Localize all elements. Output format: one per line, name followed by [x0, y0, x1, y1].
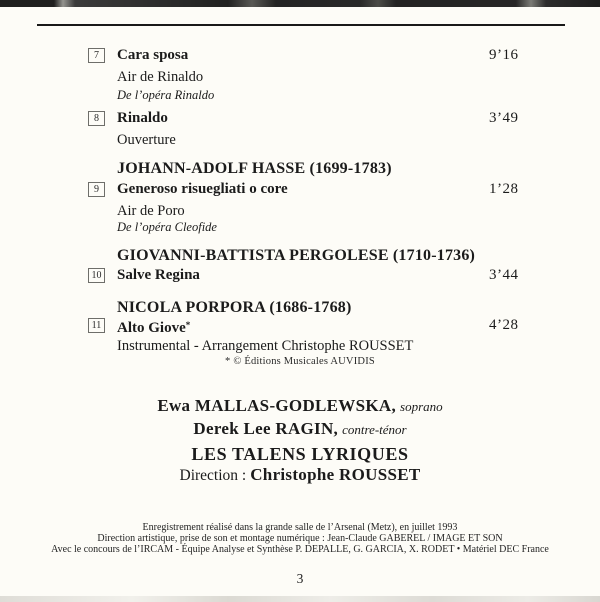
track-subtitle: Air de Rinaldo	[117, 69, 204, 85]
director-name: Christophe ROUSSET	[250, 465, 421, 484]
performer-line	[0, 396, 600, 416]
track-title: Rinaldo	[117, 110, 168, 126]
track-title: Salve Regina	[117, 267, 200, 283]
track-duration: 3’44	[489, 267, 519, 283]
ensemble-name	[0, 444, 600, 465]
performer-name: Ewa MALLAS-GODLEWSKA,	[157, 396, 397, 415]
track-subtitle: Air de Poro	[117, 203, 185, 219]
composer-heading: NICOLA PORPORA (1686-1768)	[117, 299, 352, 316]
direction-line	[0, 465, 600, 485]
track-title	[117, 317, 190, 337]
track-duration: 1’28	[489, 181, 519, 197]
track-number-badge: 11	[88, 318, 105, 333]
composer-heading: GIOVANNI-BATTISTA PERGOLESE (1710-1736)	[117, 247, 476, 264]
composer-heading: JOHANN-ADOLF HASSE (1699-1783)	[117, 160, 392, 177]
track-source: De l’opéra Cleofide	[117, 220, 217, 234]
track-title: Generoso risuegliati o core	[117, 181, 288, 197]
footnote-mark: *	[185, 320, 191, 330]
divider-rule	[37, 24, 565, 26]
footnote: * © Éditions Musicales AUVIDIS	[225, 356, 375, 367]
scan-edge-top	[0, 0, 600, 7]
track-number-badge: 7	[88, 48, 105, 63]
track-duration: 4’28	[489, 317, 519, 333]
track-subtitle: Ouverture	[117, 132, 176, 148]
track-row	[0, 267, 600, 285]
direction-label: Direction :	[179, 467, 247, 484]
credit-line: Enregistrement réalisé dans la grande salle de l’Arsenal (Metz), en juillet 1993	[142, 522, 458, 533]
track-subtitle: Instrumental - Arrangement Christophe ROUSSET	[117, 338, 414, 354]
performer-role: contre-ténor	[342, 422, 407, 437]
track-row	[0, 47, 600, 65]
track-row	[0, 317, 600, 335]
credit-line: Direction artistique, prise de son et montage numérique : Jean-Claude GABEREL / IMAGE ET SON	[97, 533, 503, 544]
track-number-badge: 10	[88, 268, 105, 283]
track-source: De l’opéra Rinaldo	[117, 88, 215, 102]
track-number-badge: 9	[88, 182, 105, 197]
track-duration: 3’49	[489, 110, 519, 126]
track-duration: 9’16	[489, 47, 519, 63]
scan-edge-bottom	[0, 596, 600, 602]
track-number-badge: 8	[88, 111, 105, 126]
performer-line	[0, 419, 600, 439]
performer-name: Derek Lee RAGIN,	[193, 419, 339, 438]
performer-role: soprano	[400, 399, 443, 414]
track-title-text: Alto Giove	[117, 320, 186, 336]
track-row	[0, 110, 600, 128]
ensemble-label: LES TALENS LYRIQUES	[191, 444, 409, 464]
track-title: Cara sposa	[117, 47, 189, 63]
credit-line: Avec le concours de l’IRCAM - Équipe Analyse et Synthèse P. DEPALLE, G. GARCIA, X. RODET • Matériel DEC France	[51, 544, 549, 555]
recording-credits	[0, 522, 600, 555]
track-row	[0, 181, 600, 199]
page-number: 3	[296, 571, 304, 586]
